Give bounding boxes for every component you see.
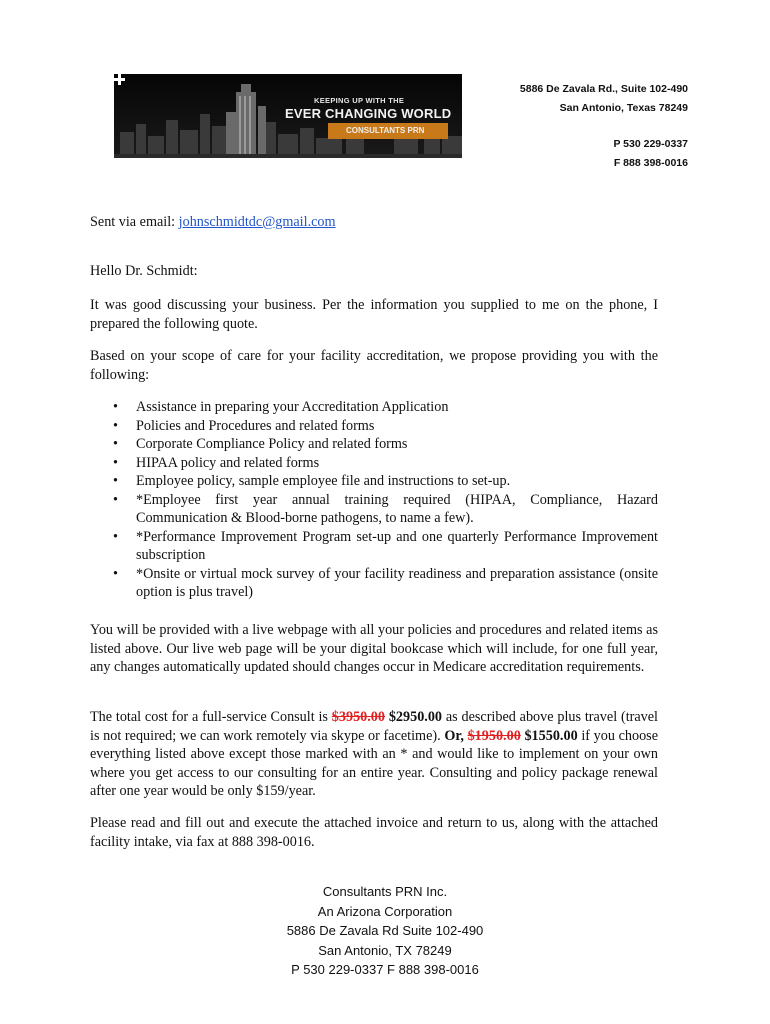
instructions-paragraph: Please read and fill out and execute the attached invoice and return to us, along with the attached facility intake, via fax at 888 398-0016.	[90, 815, 658, 850]
footer-contact: P 530 229-0337 F 888 398-0016	[291, 962, 479, 977]
footer-address: 5886 De Zavala Rd Suite 102-490	[286, 923, 484, 938]
old-price: $3950.00	[331, 709, 385, 725]
company-logo	[114, 74, 462, 158]
list-item: • Policies and Procedures and related forms	[113, 417, 375, 434]
letterhead-address	[520, 80, 688, 173]
footer-company: Consultants PRN Inc.	[322, 884, 448, 899]
address-street: 5886 De Zavala Rd., Suite 102-490	[519, 83, 688, 95]
intro-paragraph: It was good discussing your business. Per the information you supplied to me on the phone, I prepared the following quote.	[90, 297, 658, 332]
medical-cross-icon	[114, 74, 125, 85]
sent-via-label: Sent via email:	[90, 214, 176, 230]
greeting: Hello Dr. Schmidt:	[90, 263, 198, 279]
bullet-icon: •	[113, 436, 118, 452]
address-phone: P 530 229-0337	[613, 138, 688, 150]
bullet-icon: •	[113, 454, 118, 471]
sent-via-line	[90, 213, 658, 232]
bullet-icon: •	[113, 473, 118, 489]
list-item: • Assistance in preparing your Accreditation Application	[113, 399, 449, 415]
list-item: • *Employee first year annual training required (HIPAA, Compliance, Hazard Communication & Blood-borne pathogens, to name a few).	[113, 491, 658, 526]
new-price-2: $1550.00	[524, 727, 578, 744]
bullet-icon: •	[113, 491, 118, 508]
old-price-2: $1950.00	[467, 727, 521, 744]
list-item: • Employee policy, sample employee file and instructions to set-up.	[113, 473, 511, 489]
bullet-icon: •	[113, 528, 118, 545]
or-label: Or,	[444, 727, 464, 744]
list-item: • *Onsite or virtual mock survey of your facility readiness and preparation assistance (onsite option is plus travel)	[113, 565, 658, 600]
address-city: San Antonio, Texas 78249	[559, 102, 688, 114]
bullet-icon: •	[113, 565, 118, 582]
footer-city: San Antonio, TX 78249	[318, 942, 452, 958]
logo-company-name: CONSULTANTS PRN	[346, 126, 425, 135]
logo-tagline: KEEPING UP WITH THE	[314, 96, 405, 105]
address-fax: F 888 398-0016	[613, 157, 688, 169]
email-link[interactable]: johnschmidtdc@gmail.com	[178, 214, 336, 230]
new-price: $2950.00	[388, 709, 443, 725]
bullet-icon: •	[113, 399, 118, 415]
footer-corp: An Arizona Corporation	[317, 903, 453, 919]
list-item: • HIPAA policy and related forms	[113, 454, 320, 471]
footer	[0, 882, 770, 980]
webpage-paragraph: You will be provided with a live webpage with all your policies and procedures and related items as listed above. Our live web page will be your digital bookcase which will include, for one full year, any changes automatically updated should changes occur in Medicare accreditation requirements.	[90, 622, 658, 675]
bullet-icon: •	[113, 417, 118, 434]
logo-title: EVER CHANGING WORLD	[285, 106, 452, 121]
scope-paragraph: Based on your scope of care for your facility accreditation, we propose providing you with the following:	[90, 348, 658, 383]
list-item: • Corporate Compliance Policy and related forms	[113, 436, 408, 452]
list-item: • *Performance Improvement Program set-up and one quarterly Performance Improvement subscription	[113, 528, 658, 563]
services-list	[90, 398, 658, 602]
pricing-paragraph: The total cost for a full-service Consult is $3950.00 $2950.00 as described above plus travel (travel is not required; we can work remotely via skype or facetime). Or, $1950.00 $1550.00 if you choose everything listed above except those marked with an * and would like to implement on your own where you get access to our consulting for an entire year. Consulting and policy package renewal after one year would be only $159/year.	[90, 709, 659, 799]
